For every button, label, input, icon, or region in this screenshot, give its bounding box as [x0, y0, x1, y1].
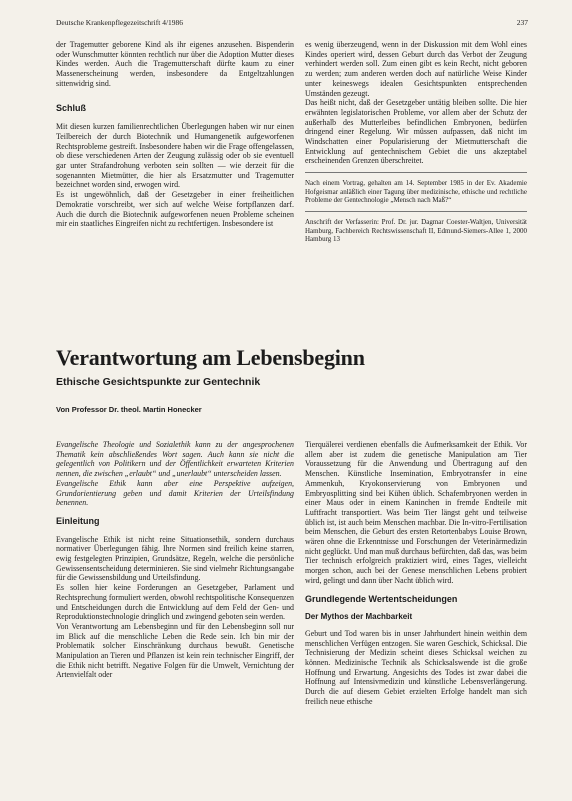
paragraph: Tierquälerei verdienen ebenfalls die Aufmerksamkeit der Ethik. Vor allem aber ist zudem die genetische Manipulation am Tier Voraussetzung für die Anwendung und Übertragung auf den Menschen. Künstliche Insemination, Embryotransfer in eine Ammenkuh, Kryokonservierung von Embryonen und Embryosplitting sind bei Kühen üblich. Schafembryonen werden in einer Maus oder in einem Kaninchen in fremde Endteile mit Luftfracht transportiert. Was beim Tier längst geht und teilweise üblich ist, ist auch beim Menschen machbar. Die In-vitro-Fertilisation beim Menschen, die Geburt des ersten Retortenbabys Louise Brown, wären ohne die Erkenntnisse und Forschungen der Veterinärmedizin nicht geglückt. Und man muß durchaus befürchten, daß das, was beim Tier technisch erfolgreich praktiziert wird, eines Tages, vielleicht morgen schon, auch bei der Genese menschlichen Lebens probiert wird, gelingt und dann über Nacht üblich wird. — [305, 440, 527, 585]
previous-article-right-column — [305, 40, 527, 244]
divider — [305, 172, 527, 173]
section-heading-wertentscheidungen: Grundlegende Wertentscheidungen — [305, 593, 458, 604]
section-heading-schluss: Schluß — [56, 102, 87, 113]
running-header — [56, 18, 528, 30]
article-left-column — [56, 440, 294, 680]
previous-article-left-column — [56, 40, 294, 229]
article-author: Von Professor Dr. theol. Martin Honecker — [56, 405, 202, 414]
page-number: 237 — [516, 18, 528, 27]
paragraph: der Tragemutter geborene Kind als ihr eigenes anzusehen. Bispenderin oder Wunschmutter könnten rechtlich nur über die Adoption Mutter dieses Kindes werden. Auch die Tragemutterschaft dürfte kaum zu einer Massenerscheinung werden, insbesondere da Entgeltzahlungen sittenwidrig sind. — [56, 40, 294, 88]
divider — [305, 211, 527, 212]
article-title: Verantwortung am Lebensbeginn — [56, 345, 365, 370]
article-right-column — [305, 440, 527, 707]
intro-paragraph: Evangelische Ethik kann aber eine Perspektive aufzeigen, Grundorientierung geben und damit Kriterien der Urteilsfindung benennen. — [56, 478, 294, 508]
journal-name: Deutsche Krankenpflegezeitschrift 4/1986 — [56, 18, 184, 27]
section-heading-einleitung: Einleitung — [56, 515, 100, 526]
paragraph: Es ist ungewöhnlich, daß der Gesetzgeber in einer freiheitlichen Demokratie vorschreibt, wer sich auf welche Weise fortpflanzen darf. Auch die durch die Biotechnik aufgeworfenen neuen Probleme scheinen mir ein staatliches Eingreifen nicht zu rechtfertigen. Insbesondere ist — [56, 190, 294, 229]
subsection-heading-machbarkeit: Der Mythos der Machbarkeit — [305, 612, 413, 622]
paragraph: Das heißt nicht, daß der Gesetzgeber untätig bleiben sollte. Die hier erwähnten legislatorischen Probleme, vor allem aber der Schutz der außerhalb des Mutterleibes befindlichen Embryonen, bedürfen dringend einer Regelung. Wir müssen aufpassen, daß nicht im Windschatten einer Popularisierung der Mietmutterschaft die Entwicklung auf gentechnischem Gebiet die uns akzeptabel erscheinenden Grenzen überschreitet. — [305, 98, 527, 166]
intro-paragraph: Evangelische Theologie und Sozialethik kann zu der angesprochenen Thematik kein abschließendes Wort sagen. Auch kann sie nicht die gelegentlich von Politikern und der Öffentlichkeit erwarteten Kriterien nennen, die zwischen „erlaubt“ und „unerlaubt“ unterscheiden lassen. — [56, 440, 294, 479]
paragraph: Von Verantwortung am Lebensbeginn und für den Lebensbeginn soll nur im Blick auf die menschliche Leben die Rede sein. Ich bin mir der Problematik solcher Einschränkung durchaus bewußt. Genetische Manipulation an Tieren und Pflanzen ist kein rein technischer Eingriff, der die Ethik nicht betrifft. Negative Folgen für die Umwelt, Vernichtung der Artenvielfalt oder — [56, 621, 294, 680]
author-address: Anschrift der Verfasserin: Prof. Dr. jur. Dagmar Coester-Waltjen, Universität Hamburg, Fachbereich Rechtswissenschaft II, Edmund-Siemers-Allee 1, 2000 Hamburg 13 — [305, 217, 527, 244]
article-subtitle: Ethische Gesichtspunkte zur Gentechnik — [56, 376, 261, 388]
paragraph: Mit diesen kurzen familienrechtlichen Überlegungen haben wir nur einen Teilbereich der durch Biotechnik und Humangenetik aufgeworfenen Rechtsprobleme gestreift. Insbesondere haben wir die Frage offengelassen, ob diese verschiedenen Arten der Zeugung zulässig oder ob sie eventuell gar unter Strafandrohung verboten sein sollten — wie derzeit für die sogenannten Mietmütter, die hier als Ersatzmutter und Tragemutter bezeichnet worden sind, erwogen wird. — [56, 122, 294, 190]
paragraph: Geburt und Tod waren bis in unser Jahrhundert hinein weithin dem menschlichen Verfügen entzogen. Sie waren Geschick, Schicksal. Die Technisierung der Medizin scheint dieses Schicksal weichen zu können. Medizinische Technik als Schicksalswende ist die große Hoffnung und Erwartung. Angesichts des Todes ist zwar dabei die Hoffnung auf Intensivmedizin und künstliche Lebensverlängerung. Durch die auf diesem Gebiet erzielten Erfolge handelt man sich freilich neue ethische — [305, 628, 527, 706]
paragraph: es wenig überzeugend, wenn in der Diskussion mit dem Wohl eines Kindes operiert wird, dessen Geburt durch das Verbot der Zeugung verhindert werden soll. Zum einen gibt es kein Recht, nicht geboren zu werden; zum anderen werden doch auf natürliche Weise Kinder unter keineswegs idealen Gesichtspunkten entsprechenden Umständen gezeugt. — [305, 40, 527, 98]
footnote: Nach einem Vortrag, gehalten am 14. September 1985 in der Ev. Akademie Hofgeismar anläßlich einer Tagung über medizinische, ethische und rechtliche Probleme der Gentechnologie „Mensch nach Maß?“ — [305, 179, 527, 205]
paragraph: Evangelische Ethik ist nicht reine Situationsethik, sondern durchaus normativer Überlegungen fähig. Ihre Normen sind freilich keine starren, ewig festgelegten Prinzipien, Grundsätze, Regeln, welche die persönliche Gewissensentscheidung determinieren. Sie sind vielmehr Richtungsangabe für die Gewissensbildung und Urteilsfindung. — [56, 534, 294, 583]
paragraph: Es sollen hier keine Forderungen an Gesetzgeber, Parlament und Rechtsprechung formuliert werden, obwohl rechtspolitische Konsequenzen und Entscheidungen durch die Entwicklung auf dem Feld der Gen- und Reproduktionstechnologie dringlich und zwingend geboten sein werden. — [56, 583, 294, 622]
